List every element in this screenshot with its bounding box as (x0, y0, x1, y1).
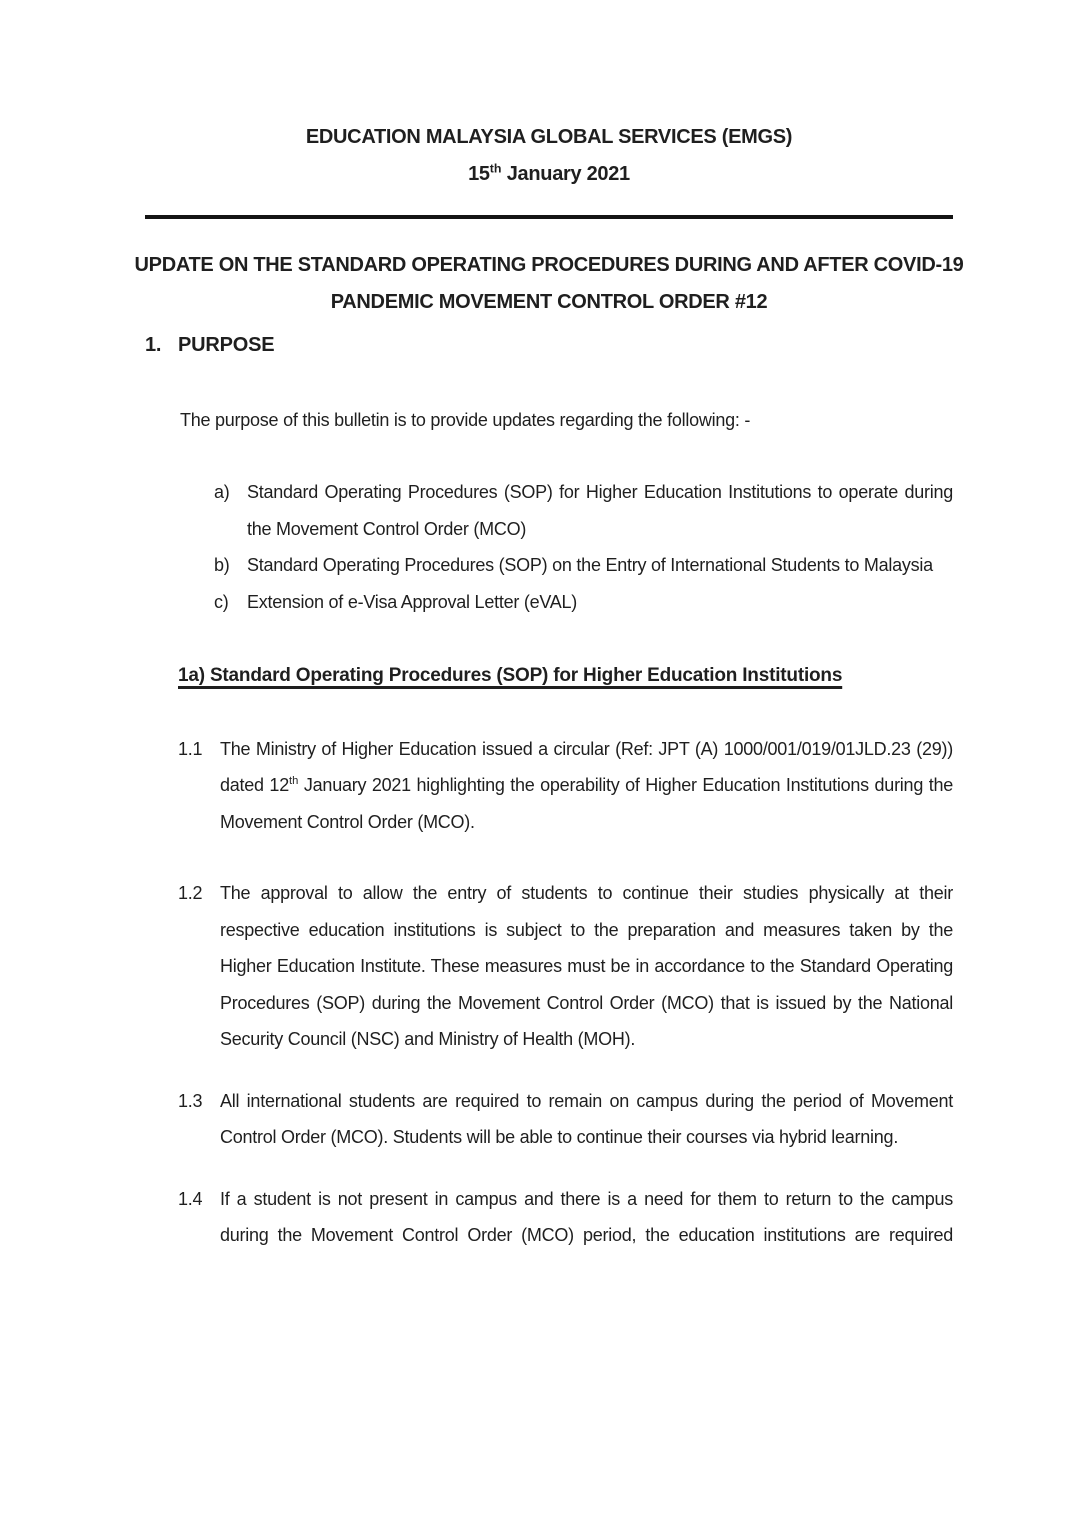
list-item (214, 474, 953, 547)
clause-number: 1.2 (178, 883, 203, 903)
date-rest: January 2021 (501, 162, 630, 185)
document-title (134, 247, 964, 320)
clause-number: 1.1 (178, 738, 203, 759)
section-heading-purpose (145, 327, 953, 364)
clause-text: If a student is not present in campus and there is a need for them to return to the campus during the Movement Control Order (MCO) period, the education institutions are required (220, 1188, 953, 1245)
clause-text (220, 731, 953, 841)
clause-1-4 (145, 1181, 953, 1254)
list-item (214, 584, 953, 621)
clause-text-part: January 2021 highlighting the operability of Higher Education Institutions during the Movement Control Order (MCO). (220, 775, 953, 832)
clause-ordinal: th (288, 775, 299, 787)
section-label: PURPOSE (178, 334, 275, 356)
clause-1-2 (145, 875, 953, 1058)
document-title-line-1: UPDATE ON THE STANDARD OPERATING PROCEDURES DURING AND AFTER COVID-19 (134, 254, 964, 276)
clause-number: 1.4 (178, 1188, 203, 1209)
date-ordinal: th (489, 160, 502, 175)
document-title-line-2: PANDEMIC MOVEMENT CONTROL ORDER #12 (330, 290, 768, 313)
list-item-text: Standard Operating Procedures (SOP) on the Entry of International Students to Malaysia (247, 555, 933, 575)
document-header (145, 119, 953, 192)
document-date (145, 156, 953, 193)
date-day: 15 (468, 162, 490, 185)
list-item-text: Extension of e-Visa Approval Letter (eVAL) (247, 591, 578, 612)
header-divider (145, 215, 953, 219)
clause-text-part: The Ministry of Higher Education issued a circular (Ref: JPT (A) 1000/001/019/01JLD.23 (29)) dated 12 (220, 738, 953, 795)
clause-text: The approval to allow the entry of students to continue their studies physically at their respective education institutions is subject to the preparation and measures taken by the Higher Education Institute. These measures must be in accordance to the Standard Operating Procedures (SOP) during the Movement Control Order (MCO) that is issued by the National Security Council (NSC) and Ministry of Health (MOH). (220, 883, 953, 1049)
clause-1-1 (145, 731, 953, 841)
clause-number: 1.3 (178, 1090, 203, 1111)
subsection-heading-1a: 1a) Standard Operating Procedures (SOP) for Higher Education Institutions (178, 665, 843, 686)
list-item (214, 547, 953, 584)
list-item-text: Standard Operating Procedures (SOP) for Higher Education Institutions to operate during the Movement Control Order (MCO) (247, 482, 953, 539)
clause-1-3 (145, 1083, 953, 1156)
list-item-marker: c) (214, 591, 229, 612)
purpose-item-list (214, 474, 953, 620)
list-item-marker: b) (214, 555, 230, 575)
clause-text: All international students are required to remain on campus during the period of Movement Control Order (MCO). Students will be able to continue their courses via hybrid learning. (220, 1090, 953, 1147)
purpose-intro: The purpose of this bulletin is to provide updates regarding the following: - (180, 409, 751, 430)
section-number: 1. (145, 334, 162, 356)
org-name: EDUCATION MALAYSIA GLOBAL SERVICES (EMGS) (305, 126, 793, 148)
list-item-marker: a) (214, 482, 230, 502)
